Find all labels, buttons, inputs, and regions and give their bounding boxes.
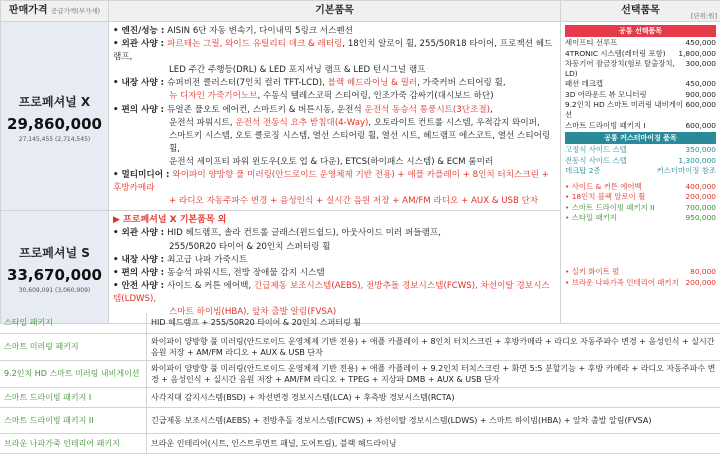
option-price: 450,000 bbox=[685, 79, 716, 89]
option-label: 선택품목 bbox=[621, 5, 660, 16]
feature-line bbox=[113, 25, 557, 38]
option-name: • 실키 화이트 펄 bbox=[565, 267, 620, 277]
section-title: ▶ 프로페셔널 X 기본품목 외 bbox=[113, 215, 227, 226]
option-name: 데크탑 2종 bbox=[565, 165, 601, 175]
option-item bbox=[565, 182, 716, 192]
feature-text: 뉴 디자인 가죽기어노브 bbox=[169, 91, 258, 102]
option-item bbox=[565, 156, 716, 166]
option-item bbox=[565, 166, 716, 176]
feature-list bbox=[109, 211, 560, 321]
custom-options-list bbox=[565, 145, 716, 176]
option-price: 200,000 bbox=[685, 277, 716, 287]
option-price: 350,000 bbox=[685, 145, 716, 155]
feature-text: 최고급 나파 가죽시트 bbox=[167, 254, 248, 265]
feature-text: 긴급제동 보조시스템(AEBS), 전방추돌 경보시스템(FCWS), 차선이탈 경보시스템(LDWS), bbox=[113, 280, 550, 304]
package-description: 긴급제동 보조시스템(AEBS) + 전방추돌 경보시스템(FCWS) + 차선이탈 경보시스템(LDWS) + 스마트 하이빔(HBA) + 앞차 출발 알림(FVSA) bbox=[147, 407, 720, 433]
option-price: 커스터마이징 참조 bbox=[656, 165, 716, 175]
option-name: 차동기어 잠금장치(험로 탈출장치, LD) bbox=[565, 58, 675, 79]
feature-text: 사이드 & 커튼 에어백, bbox=[167, 280, 254, 291]
option-item bbox=[565, 59, 716, 80]
feature-text: 스마트키 시스템, 오토 클로징 시스템, 열선 스티어링 휠, 열선 시트, 헤드램프 에스코트, 열선 스티어링 휠, bbox=[169, 130, 551, 154]
option-item bbox=[565, 278, 716, 288]
option-name: • 스타일 패키지 bbox=[565, 213, 617, 223]
feature-line bbox=[113, 267, 557, 280]
trim-x-price-cell bbox=[1, 22, 109, 211]
package-row bbox=[0, 387, 720, 407]
feature-text: 운전석 동승석 통풍시트(3단조절) bbox=[364, 104, 490, 115]
package-name: 9.2인치 HD 스마트 미러링 내비게이션 bbox=[0, 360, 147, 387]
feature-continuation bbox=[113, 64, 557, 77]
feature-key: • 편의 사양 : bbox=[113, 104, 168, 115]
feature-text: 운전석 세이프티 파워 윈도우(오토 업 & 다운), ETCS(하이패스 시스템) & ECM 룸미러 bbox=[169, 156, 494, 167]
feature-key: • 내장 사양 : bbox=[113, 254, 168, 265]
feature-text: HID 헤드램프, 솔라 컨트롤 글래스(윈드쉴드), 아웃사이드 미러 퍼들램프, bbox=[167, 228, 441, 239]
feature-continuation bbox=[113, 90, 557, 103]
feature-text: 255/50R20 타이어 & 20인치 스퍼터링 휠 bbox=[169, 241, 331, 252]
package-description: 와이파이 양방향 풀 미러링(안드로이드 운영체제 기반 전용) + 애플 카플레이 + 9.2인치 터치스크린 + 화면 5:5 분할기능 + 후방 카메라 + 라디오 자동주파수 변경 + 음성인식 + 실시간 음원 저장 + AM/FM 라디오 + TPEG + 지상파 DMB + AUX & USB 단자 bbox=[147, 360, 720, 387]
feature-text: 와이파이 양방향 풀 미러링(안드로이드 운영체제 기반 전용) + 애플 카플레이 + 8인치 터치스크린 + 후방카메라 bbox=[113, 170, 549, 194]
feature-text: 블랙 헤드라이닝 & 필러 bbox=[327, 78, 418, 89]
option-item bbox=[565, 49, 716, 59]
feature-text: , 18인치 알로이 휠, 255/50R18 타이어, 프로젝션 헤드램프, bbox=[113, 39, 553, 63]
trim-x-extra-options bbox=[565, 182, 716, 223]
trim-supply-price: 27,145,455 (2,714,545) bbox=[18, 136, 91, 144]
trim-x-features bbox=[109, 22, 561, 211]
package-name: 스마트 드라이빙 패키지 II bbox=[0, 407, 147, 433]
package-name: 스마트 드라이빙 패키지 I bbox=[0, 387, 147, 407]
option-price: 450,000 bbox=[685, 38, 716, 48]
common-options-list bbox=[565, 38, 716, 131]
feature-text: + 라디오 자동주파수 변경 + 음성인식 + 실시간 음원 저장 + AM/FM 라디오 + AUX & USB 단자 bbox=[169, 196, 539, 207]
feature-text: 슈퍼비전 클러스터(7인치 컬러 TFT-LCD), bbox=[167, 78, 328, 89]
trim-name: 프로페셔널 S bbox=[19, 246, 90, 261]
feature-key: • 편의 사양 : bbox=[113, 267, 168, 278]
feature-line bbox=[113, 104, 557, 117]
feature-continuation bbox=[113, 156, 557, 169]
option-name: • 브라운 나파가죽 인테리어 패키지 bbox=[565, 277, 679, 287]
feature-items bbox=[113, 227, 557, 319]
option-price: 600,000 bbox=[685, 100, 716, 110]
feature-text: , 오토라이트 컨트롤 시스템, 우적감지 와이퍼, bbox=[368, 117, 540, 128]
trim-s-price-cell bbox=[1, 211, 109, 324]
feature-continuation bbox=[113, 241, 557, 254]
feature-text: , bbox=[490, 104, 493, 115]
option-name: 고정식 사이드 스텝 bbox=[565, 145, 627, 155]
feature-text: 파르테논 그릴, 와이드 유틸리티 데크 & 레터링 bbox=[167, 39, 343, 50]
common-options-head: 공통 선택품목 bbox=[565, 25, 716, 37]
trim-price: 29,860,000 bbox=[7, 115, 102, 134]
feature-text: , 가죽커버 스티어링 휠, bbox=[417, 78, 506, 89]
option-price: 200,000 bbox=[685, 192, 716, 202]
package-description: 와이파이 양방향 풀 미러링(안드로이드 운영체제 기반 전용) + 애플 카플레이 + 8인치 터치스크린 + 후방카메라 + 라디오 자동주파수 변경 + 음성인식 + 실시간 음원 저장 + AM/FM 라디오 + AUX & USB 단자 bbox=[147, 333, 720, 360]
package-row bbox=[0, 313, 720, 333]
feature-line bbox=[113, 280, 557, 306]
feature-line bbox=[113, 254, 557, 267]
option-name: • 스마트 드라이빙 패키지 II bbox=[565, 202, 655, 212]
option-cell bbox=[561, 22, 720, 324]
feature-key: • 내장 사양 : bbox=[113, 78, 168, 89]
feature-text: 운전석 파워시트, bbox=[169, 117, 236, 128]
option-name: 세이프티 선루프 bbox=[565, 38, 618, 48]
basic-header bbox=[109, 1, 561, 22]
option-item bbox=[565, 145, 716, 155]
package-name: 브라운 나파가죽 인테리어 패키지 bbox=[0, 433, 147, 453]
package-name: 스타일 패키지 bbox=[0, 313, 147, 333]
option-name: • 사이드 & 커튼 에어백 bbox=[565, 182, 642, 192]
trim-supply-price: 30,609,091 (3,060,909) bbox=[18, 287, 91, 295]
option-name: 3D 어라운드 뷰 모니터링 bbox=[565, 89, 647, 99]
package-row bbox=[0, 333, 720, 360]
option-name: 패션 데크캡 bbox=[565, 79, 604, 89]
option-item bbox=[565, 79, 716, 89]
option-name: 4TRONIC 시스템(레터링 포함) bbox=[565, 48, 666, 58]
feature-continuation bbox=[113, 130, 557, 156]
unit-note: [단위:원] bbox=[690, 12, 717, 20]
header-row bbox=[1, 1, 720, 22]
package-name: 스마트 미러링 패키지 bbox=[0, 333, 147, 360]
price-label: 판매가격 bbox=[8, 5, 48, 16]
price-header bbox=[1, 1, 109, 22]
trim-row-x bbox=[1, 22, 720, 211]
package-row bbox=[0, 433, 720, 453]
feature-key: • 외관 사양 : bbox=[113, 228, 168, 239]
option-item bbox=[565, 100, 716, 121]
option-price: 950,000 bbox=[685, 213, 716, 223]
feature-text: , 수동식 텔레스코픽 스티어링, 인조가죽 감싸기(대시보드 하단) bbox=[257, 91, 494, 102]
feature-text: LED 주간 주행등(DRL) & LED 포지셔닝 램프 & LED 턴시그널 램프 bbox=[169, 65, 426, 76]
trim-s-extra-options bbox=[565, 267, 716, 288]
feature-list bbox=[109, 22, 560, 210]
option-name: 9.2인치 HD 스마트 미러링 내비게이션 bbox=[565, 100, 684, 120]
feature-key: • 안전 사양 : bbox=[113, 280, 168, 291]
trim-s-features bbox=[109, 211, 561, 324]
package-row bbox=[0, 407, 720, 433]
option-price: 400,000 bbox=[685, 182, 716, 192]
feature-text: 스마트 하이빔(HBA), 앞차 출발 알림(FVSA) bbox=[169, 306, 337, 317]
feature-text: 듀얼존 풀오토 에어컨, 스마트키 & 버튼시동, 운전석 bbox=[167, 104, 365, 115]
package-description: 브라운 인테리어(시트, 인스트루먼트 패널, 도어트림), 블랙 헤드라이닝 bbox=[147, 433, 720, 453]
feature-continuation bbox=[113, 117, 557, 130]
feature-key: • 외관 사양 : bbox=[113, 39, 168, 50]
option-item bbox=[565, 213, 716, 223]
option-price: 1,800,000 bbox=[678, 48, 716, 58]
feature-text: AISIN 6단 자동 변속기, 다이내믹 5링크 서스펜션 bbox=[167, 26, 353, 36]
package-description: HID 헤드램프 + 255/50R20 타이어 & 20인치 스퍼터링 휠 bbox=[147, 313, 720, 333]
option-price: 1,300,000 bbox=[678, 155, 716, 165]
feature-text: 운전석 전동식 요추 받침대(4-Way) bbox=[235, 117, 369, 128]
feature-continuation bbox=[113, 195, 557, 208]
basic-label: 기본품목 bbox=[315, 5, 354, 16]
feature-text: 동승석 파워시트, 전방 장애물 감지 시스템 bbox=[167, 267, 325, 278]
feature-line bbox=[113, 38, 557, 64]
feature-line bbox=[113, 77, 557, 90]
feature-key: • 엔진/성능 : bbox=[113, 26, 168, 36]
option-item bbox=[565, 90, 716, 100]
option-price: 80,000 bbox=[690, 267, 716, 277]
package-table bbox=[0, 313, 720, 454]
option-name: 스마트 드라이빙 패키지 I bbox=[565, 120, 646, 130]
option-item bbox=[565, 203, 716, 213]
option-item bbox=[565, 267, 716, 277]
feature-key: • 멀티미디어 : bbox=[113, 170, 173, 181]
option-header bbox=[561, 1, 720, 22]
option-price: 600,000 bbox=[685, 120, 716, 130]
feature-line bbox=[113, 169, 557, 195]
package-row bbox=[0, 360, 720, 387]
option-price: 900,000 bbox=[685, 89, 716, 99]
option-price: 700,000 bbox=[685, 202, 716, 212]
option-name: • 18인치 블랙 알로이 휠 bbox=[565, 192, 646, 202]
option-price: 300,000 bbox=[685, 58, 716, 68]
option-name: 전동식 사이드 스텝 bbox=[565, 155, 627, 165]
trim-name: 프로페셔널 X bbox=[18, 95, 91, 110]
option-item bbox=[565, 192, 716, 202]
package-description: 사각지대 감지시스템(BSD) + 차선변경 경보시스템(LCA) + 후측방 경보시스템(RCTA) bbox=[147, 387, 720, 407]
price-note: 공급가액(부가세) bbox=[51, 7, 101, 15]
option-item bbox=[565, 121, 716, 131]
trim-price: 33,670,000 bbox=[7, 266, 102, 285]
option-item bbox=[565, 38, 716, 48]
custom-options-head: 공통 커스터마이징 품목 bbox=[565, 132, 716, 144]
option-box bbox=[561, 22, 720, 290]
feature-line bbox=[113, 227, 557, 240]
